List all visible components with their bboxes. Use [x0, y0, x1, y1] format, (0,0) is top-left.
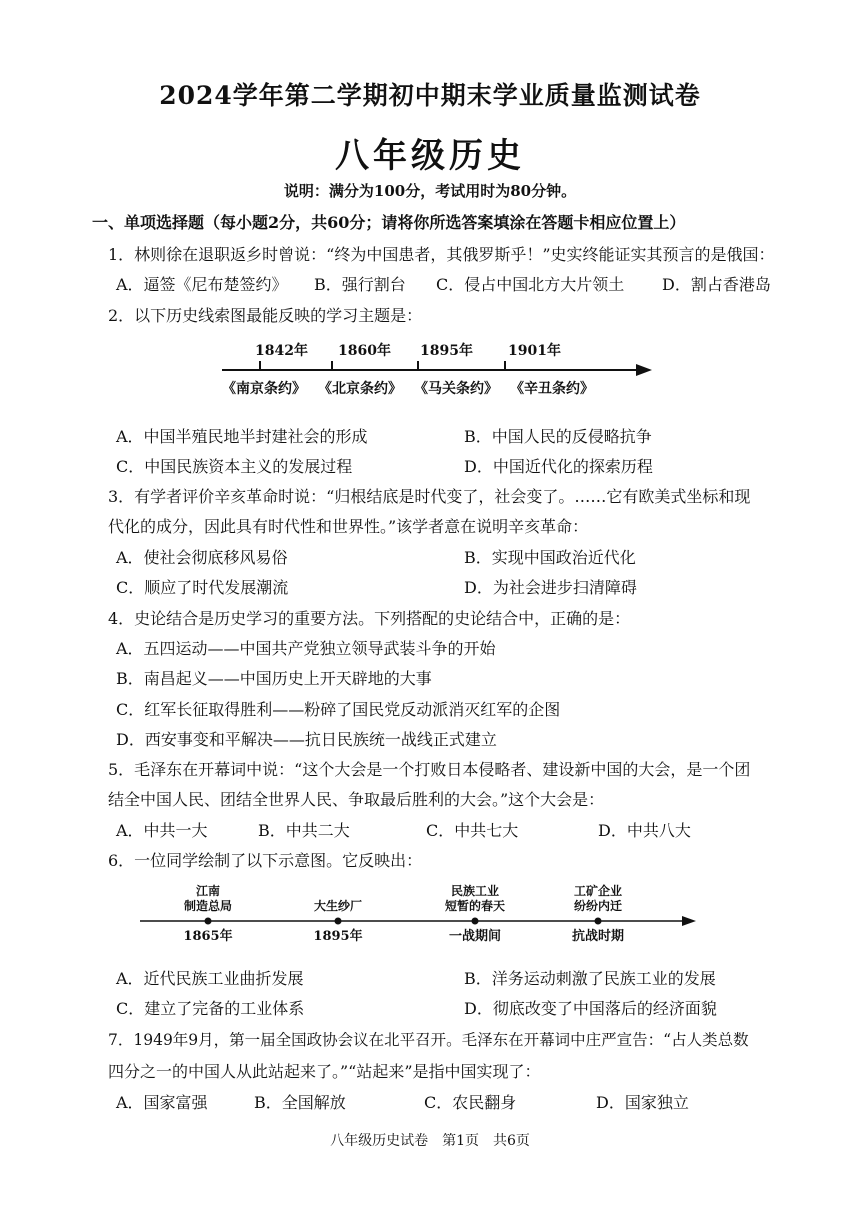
timeline-year-1860: 1860年	[338, 343, 391, 359]
question-2-stem: 2．以下历史线索图最能反映的学习主题是：	[108, 306, 423, 325]
timeline-event-spring-line-1: 民族工业	[450, 884, 500, 898]
timeline-time-1865: 1865年	[183, 929, 233, 944]
question-7-stem-line-2: 四分之一的中国人从此站起来了。”“站起来”是指中国实现了：	[108, 1062, 541, 1081]
question-5-option-c: C．中共七大	[426, 821, 519, 840]
question-4-option-c: C．红军长征取得胜利——粉碎了国民党反动派消灭红军的企图	[116, 700, 561, 719]
timeline-time-1895: 1895年	[313, 929, 363, 944]
question-3-option-b: B．实现中国政治近代化	[464, 548, 636, 567]
exam-title: 2024学年第二学期初中期末学业质量监测试卷	[159, 81, 701, 110]
question-6-option-d: D．彻底改变了中国落后的经济面貌	[464, 999, 717, 1018]
timeline-event-jiangnan-line-2: 制造总局	[183, 899, 233, 913]
timeline-event-relocation-line-2: 纷纷内迁	[573, 899, 623, 913]
timeline-time-war: 抗战时期	[571, 929, 625, 944]
question-7-stem-line-1: 7．1949年9月，第一届全国政协会议在北平召开。毛泽东在开幕词中庄严宣告：“占人类总数	[108, 1031, 749, 1049]
timeline-year-1842: 1842年	[255, 343, 308, 359]
question-5-stem-line-1: 5．毛泽东在开幕词中说：“这个大会是一个打败日本侵略者、建设新中国的大会，是一个团	[108, 760, 751, 779]
question-3-option-c: C．顺应了时代发展潮流	[116, 578, 289, 597]
question-6-option-a: A．近代民族工业曲折发展	[116, 969, 304, 988]
industry-timeline-axis	[0, 908, 860, 938]
question-4-option-b: B．南昌起义——中国历史上开天辟地的大事	[116, 669, 432, 688]
timeline-event-jiangnan-line-1: 江南	[195, 884, 221, 898]
question-5-stem-line-2: 结全中国人民、团结全世界人民、争取最后胜利的大会。”这个大会是：	[108, 790, 605, 809]
question-4-option-d: D．西安事变和平解决——抗日民族统一战线正式建立	[116, 730, 497, 749]
question-2-option-d: D．中国近代化的探索历程	[464, 457, 653, 476]
question-5-option-d: D．中共八大	[598, 821, 691, 840]
timeline-treaty-xinchou: 《辛丑条约》	[510, 381, 594, 397]
question-2-option-b: B．中国人民的反侵略抗争	[464, 427, 652, 446]
question-7-option-a: A．国家富强	[116, 1093, 208, 1112]
question-6-stem: 6．一位同学绘制了以下示意图。它反映出：	[108, 851, 423, 870]
timeline-year-1901: 1901年	[508, 343, 561, 359]
timeline-year-1895: 1895年	[420, 343, 473, 359]
question-1-option-c: C．侵占中国北方大片领土	[436, 275, 625, 294]
page-footer: 八年级历史试卷 第1页 共6页	[330, 1133, 530, 1149]
question-5-option-a: A．中共一大	[116, 821, 208, 840]
question-2-option-c: C．中国民族资本主义的发展过程	[116, 457, 353, 476]
question-3-option-a: A．使社会彻底移风易俗	[116, 548, 288, 567]
question-2-option-a: A．中国半殖民地半封建社会的形成	[116, 427, 368, 446]
question-3-stem-line-2: 代化的成分，因此具有时代性和世界性。”该学者意在说明辛亥革命：	[108, 517, 589, 536]
timeline-treaty-maguan: 《马关条约》	[414, 381, 498, 397]
timeline-treaty-nanjing: 《南京条约》	[222, 381, 306, 397]
timeline-time-wwi: 一战期间	[448, 929, 502, 944]
section-heading: 一、单项选择题（每小题2分，共60分；请将你所选答案填涂在答题卡相应位置上）	[92, 213, 686, 232]
timeline-event-relocation-line-1: 工矿企业	[573, 884, 623, 898]
timeline-treaty-beijing: 《北京条约》	[318, 381, 402, 397]
question-1-option-b: B．强行割台	[314, 275, 406, 294]
question-1-option-d: D．割占香港岛	[662, 275, 771, 294]
question-7-option-b: B．全国解放	[254, 1093, 346, 1112]
question-5-option-b: B．中共二大	[258, 821, 350, 840]
question-6-option-c: C．建立了完备的工业体系	[116, 999, 305, 1018]
exam-instructions: 说明：满分为100分，考试用时为80分钟。	[283, 182, 577, 200]
question-7-option-d: D．国家独立	[596, 1093, 689, 1112]
question-4-stem: 4．史论结合是历史学习的重要方法。下列搭配的史论结合中，正确的是：	[108, 609, 631, 628]
timeline-event-spring-line-2: 短暂的春天	[444, 899, 506, 913]
question-6-option-b: B．洋务运动刺激了民族工业的发展	[464, 969, 716, 988]
question-3-stem-line-1: 3．有学者评价辛亥革命时说：“归根结底是时代变了，社会变了。……它有欧美式坐标和现	[108, 487, 751, 506]
question-3-option-d: D．为社会进步扫清障碍	[464, 578, 637, 597]
timeline-event-dasheng-line-1: 大生纱厂	[313, 899, 363, 913]
question-7-option-c: C．农民翻身	[424, 1093, 517, 1112]
exam-subject: 八年级历史	[335, 136, 525, 176]
question-1-option-a: A．逼签《尼布楚签约》	[116, 275, 288, 294]
question-4-option-a: A．五四运动——中国共产党独立领导武装斗争的开始	[116, 639, 496, 658]
question-1-stem: 1．林则徐在退职返乡时曾说：“终为中国患者，其俄罗斯乎！”史实终能证实其预言的是俄国：	[108, 245, 775, 264]
